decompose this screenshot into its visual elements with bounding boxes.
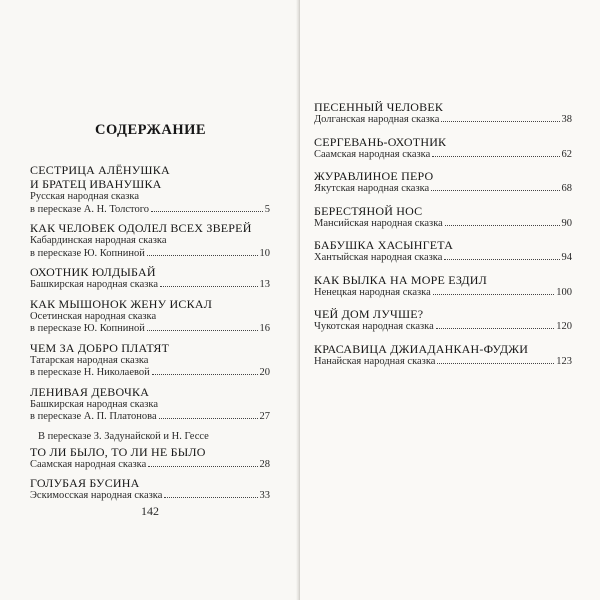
toc-entry [30, 385, 270, 424]
toc-page-number: 68 [561, 183, 572, 194]
toc-entry [30, 341, 270, 380]
toc-entry-subtitle: в пересказе А. Н. Толстого [30, 203, 150, 215]
dot-leader [437, 363, 554, 364]
toc-entry-leader-row [30, 367, 270, 380]
toc-entry-leader-row [30, 204, 270, 217]
toc-page-number: 27 [259, 411, 270, 422]
toc-entry-subtitle: Саамская народная сказка [30, 458, 147, 470]
toc-entry [30, 221, 270, 260]
toc-entry-leader-row [30, 323, 270, 336]
toc-entry-title: ГОЛУБАЯ БУСИНА [30, 476, 140, 490]
toc-entry-subtitle: Русская народная сказка [30, 191, 140, 202]
toc-entry-title: ЧЕМ ЗА ДОБРО ПЛАТЯТ [30, 340, 170, 355]
toc-entry-subtitle: Мансийская народная сказка [314, 217, 443, 229]
toc-entry [314, 135, 572, 162]
toc-entry-leader-row [314, 356, 572, 369]
toc-page-number: 5 [264, 203, 270, 215]
right-toc [314, 100, 572, 376]
toc-page-number: 13 [259, 279, 270, 290]
toc-entry-leader-row [30, 490, 270, 503]
toc-page-number: 16 [259, 323, 270, 334]
toc-entry-title: СЕСТРИЦА АЛЁНУШКА [30, 163, 170, 177]
toc-entry-leader-row [314, 149, 572, 162]
toc-entry-subtitle: Якутская народная сказка [314, 183, 430, 194]
toc-entry-leader-row [314, 252, 572, 265]
toc-entry-leader-row [30, 248, 270, 261]
dot-leader [441, 121, 559, 122]
toc-entry-subtitle: Осетинская народная сказка [30, 310, 157, 322]
toc-page-number: 100 [556, 286, 572, 298]
dot-leader [164, 497, 257, 498]
toc-entry [30, 163, 270, 216]
toc-page-number: 90 [561, 217, 572, 229]
dot-leader [433, 294, 554, 295]
toc-page-number: 62 [561, 148, 572, 160]
toc-entry-leader-row [314, 218, 572, 231]
toc-entry [314, 273, 572, 300]
toc-entry-title: КАК МЫШОНОК ЖЕНУ ИСКАЛ [30, 296, 213, 311]
dot-leader [159, 418, 258, 419]
toc-entry [314, 204, 572, 231]
page-number: 142 [141, 504, 159, 518]
toc-entry [314, 169, 572, 196]
left-toc [30, 163, 270, 508]
toc-entry-title: ПЕСЕННЫЙ ЧЕЛОВЕК [314, 100, 444, 114]
toc-entry-leader-row [314, 287, 572, 300]
toc-entry-title: КАК ВЫЛКА НА МОРЕ ЕЗДИЛ [314, 272, 487, 287]
toc-entry-subtitle: Чукотская народная сказка [314, 321, 434, 332]
toc-entry-subtitle: Башкирская народная сказка [30, 279, 159, 290]
toc-entry-title: ОХОТНИК ЮЛДЫБАЙ [30, 265, 156, 279]
toc-entry-leader-row [314, 321, 572, 334]
toc-entry [314, 307, 572, 334]
dot-leader [431, 190, 559, 191]
dot-leader [436, 328, 554, 329]
toc-entry [30, 265, 270, 292]
toc-entry [30, 297, 270, 336]
left-entries [30, 163, 270, 424]
toc-entry-title: СЕРГЕВАНЬ-ОХОТНИК [314, 134, 447, 149]
toc-entry-leader-row [30, 279, 270, 292]
dot-leader [432, 156, 559, 157]
toc-entry-subtitle: Эскимосская народная сказка [30, 490, 163, 501]
toc-entry-subtitle: в пересказе А. П. Платонова [30, 411, 157, 422]
toc-entry [314, 238, 572, 265]
toc-entry-subtitle: Ненецкая народная сказка [314, 286, 431, 298]
toc-page-number: 10 [259, 247, 270, 259]
dot-leader [444, 259, 559, 260]
toc-entry-title: КАК ЧЕЛОВЕК ОДОЛЕЛ ВСЕХ ЗВЕРЕЙ [30, 221, 252, 235]
toc-entry [30, 445, 270, 472]
toc-entry-subtitle: Хантыйская народная сказка [314, 252, 443, 263]
retelling-note: В пересказе З. Задунайской и Н. Гессе [38, 430, 209, 442]
toc-page-number: 20 [259, 367, 270, 378]
toc-entry-leader-row [314, 114, 572, 127]
toc-entry-subtitle: Саамская народная сказка [314, 148, 431, 160]
toc-page-number: 38 [561, 114, 572, 125]
toc-entry-title: ЛЕНИВАЯ ДЕВОЧКА [30, 384, 150, 399]
toc-page-number: 94 [561, 252, 572, 263]
dot-leader [147, 330, 258, 331]
toc-entry-subtitle: в пересказе Ю. Копниной [30, 323, 145, 334]
toc-entry-subtitle: в пересказе Ю. Копниной [30, 247, 145, 259]
toc-entry [314, 100, 572, 127]
toc-entry-subtitle: Кабардинская народная сказка [30, 235, 167, 246]
toc-page-number: 120 [556, 321, 572, 332]
right-entries [314, 100, 572, 368]
toc-entry-subtitle: Башкирская народная сказка [30, 398, 159, 410]
left-entries-2 [30, 445, 270, 503]
toc-page-number: 123 [556, 355, 572, 367]
toc-entry-leader-row [314, 183, 572, 196]
toc-entry-title: БЕРЕСТЯНОЙ НОС [314, 203, 423, 218]
dot-leader [147, 255, 258, 256]
dot-leader [151, 211, 263, 212]
toc-entry-title: БАБУШКА ХАСЫНГЕТА [314, 238, 454, 252]
dot-leader [445, 225, 560, 226]
toc-entry [314, 342, 572, 369]
toc-entry-subtitle: Нанайская народная сказка [314, 355, 436, 367]
toc-entry-leader-row [30, 411, 270, 424]
toc-page-number: 33 [259, 490, 270, 501]
toc-entry-title: ЧЕЙ ДОМ ЛУЧШЕ? [314, 307, 424, 321]
dot-leader [152, 374, 258, 375]
toc-entry-subtitle: Татарская народная сказка [30, 354, 149, 366]
right-page [300, 0, 600, 600]
toc-entry-title: ЖУРАВЛИНОЕ ПЕРО [314, 169, 434, 183]
toc-entry-subtitle: в пересказе Н. Николаевой [30, 367, 150, 378]
dot-leader [160, 286, 257, 287]
toc-entry-subtitle: Долганская народная сказка [314, 114, 440, 125]
toc-entry-title: И БРАТЕЦ ИВАНУШКА [30, 177, 162, 191]
dot-leader [148, 466, 257, 467]
toc-page-number: 28 [259, 458, 270, 470]
toc-entry-title: ТО ЛИ БЫЛО, ТО ЛИ НЕ БЫЛО [30, 444, 206, 459]
contents-heading: СОДЕРЖАНИЕ [95, 122, 207, 138]
toc-entry-leader-row [30, 459, 270, 472]
toc-entry-title: КРАСАВИЦА ДЖИАДАНКАН-ФУДЖИ [314, 341, 529, 356]
toc-entry [30, 476, 270, 503]
